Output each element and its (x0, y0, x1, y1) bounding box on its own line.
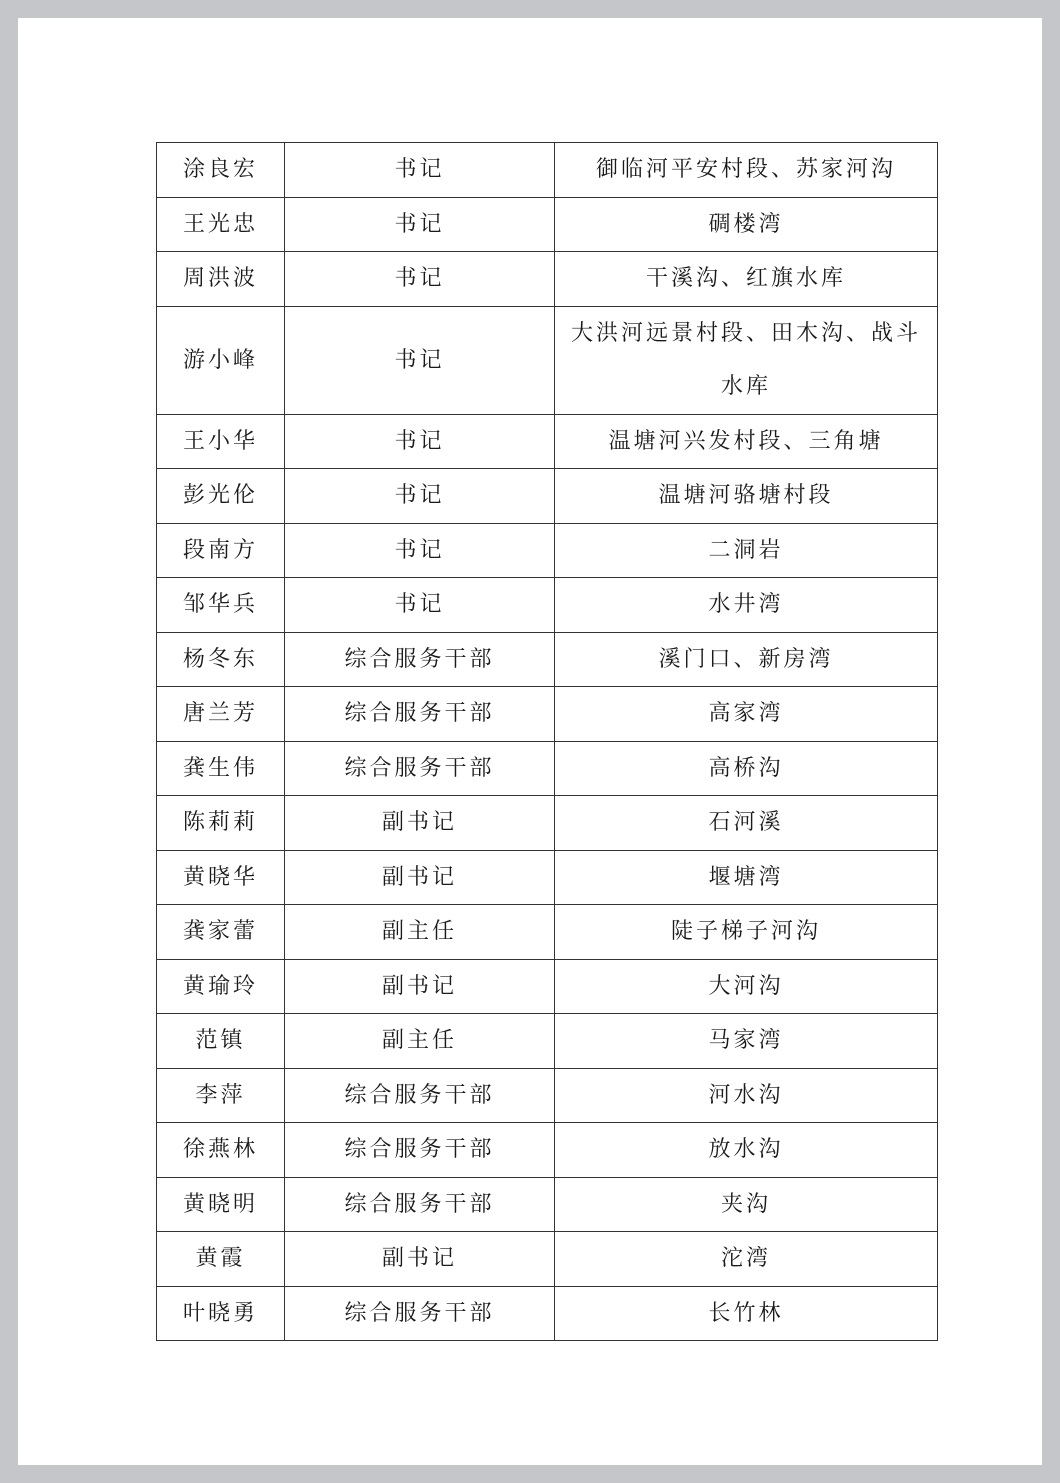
area-cell: 温塘河骆塘村段 (555, 469, 938, 524)
table-row (157, 1232, 938, 1287)
roster-table (156, 142, 938, 1341)
name-cell: 唐兰芳 (157, 687, 285, 742)
table-row (157, 1286, 938, 1341)
area-cell: 水井湾 (555, 578, 938, 633)
table-row (157, 143, 938, 198)
area-cell: 石河溪 (555, 796, 938, 851)
table-row (157, 959, 938, 1014)
area-cell: 大河沟 (555, 959, 938, 1014)
area-cell: 碉楼湾 (555, 197, 938, 252)
role-cell: 副书记 (285, 796, 555, 851)
area-cell: 干溪沟、红旗水库 (555, 252, 938, 307)
table-row (157, 578, 938, 633)
area-cell: 二洞岩 (555, 523, 938, 578)
area-cell: 河水沟 (555, 1068, 938, 1123)
area-cell: 陡子梯子河沟 (555, 905, 938, 960)
role-cell: 综合服务干部 (285, 632, 555, 687)
role-cell: 综合服务干部 (285, 1068, 555, 1123)
name-cell: 范镇 (157, 1014, 285, 1069)
table-row (157, 197, 938, 252)
table-row (157, 523, 938, 578)
role-cell: 书记 (285, 197, 555, 252)
table-row (157, 796, 938, 851)
role-cell: 副书记 (285, 959, 555, 1014)
area-cell: 堰塘湾 (555, 850, 938, 905)
role-cell: 书记 (285, 143, 555, 198)
area-cell: 沱湾 (555, 1232, 938, 1287)
document-page (18, 18, 1042, 1465)
name-cell: 黄霞 (157, 1232, 285, 1287)
table-row (157, 905, 938, 960)
name-cell: 周洪波 (157, 252, 285, 307)
role-cell: 书记 (285, 414, 555, 469)
table-row (157, 687, 938, 742)
role-cell: 书记 (285, 523, 555, 578)
role-cell: 书记 (285, 252, 555, 307)
table-row (157, 1068, 938, 1123)
role-cell: 副书记 (285, 850, 555, 905)
table-row (157, 632, 938, 687)
role-cell: 综合服务干部 (285, 1286, 555, 1341)
role-cell: 综合服务干部 (285, 741, 555, 796)
area-cell: 放水沟 (555, 1123, 938, 1178)
name-cell: 涂良宏 (157, 143, 285, 198)
name-cell: 徐燕林 (157, 1123, 285, 1178)
name-cell: 邹华兵 (157, 578, 285, 633)
name-cell: 黄晓明 (157, 1177, 285, 1232)
table-row (157, 741, 938, 796)
name-cell: 龚生伟 (157, 741, 285, 796)
role-cell: 书记 (285, 306, 555, 414)
name-cell: 黄晓华 (157, 850, 285, 905)
area-cell: 长竹林 (555, 1286, 938, 1341)
role-cell: 副主任 (285, 1014, 555, 1069)
name-cell: 龚家蕾 (157, 905, 285, 960)
name-cell: 段南方 (157, 523, 285, 578)
name-cell: 游小峰 (157, 306, 285, 414)
name-cell: 杨冬东 (157, 632, 285, 687)
name-cell: 叶晓勇 (157, 1286, 285, 1341)
name-cell: 王光忠 (157, 197, 285, 252)
area-cell: 马家湾 (555, 1014, 938, 1069)
name-cell: 陈莉莉 (157, 796, 285, 851)
area-cell: 溪门口、新房湾 (555, 632, 938, 687)
role-cell: 书记 (285, 578, 555, 633)
area-cell: 御临河平安村段、苏家河沟 (555, 143, 938, 198)
area-cell: 高桥沟 (555, 741, 938, 796)
name-cell: 黄瑜玲 (157, 959, 285, 1014)
table-row (157, 1014, 938, 1069)
role-cell: 综合服务干部 (285, 687, 555, 742)
name-cell: 李萍 (157, 1068, 285, 1123)
table-row (157, 469, 938, 524)
table-row (157, 850, 938, 905)
role-cell: 书记 (285, 469, 555, 524)
area-cell: 夹沟 (555, 1177, 938, 1232)
table-row (157, 1177, 938, 1232)
table-row (157, 1123, 938, 1178)
role-cell: 综合服务干部 (285, 1123, 555, 1178)
table-row (157, 306, 938, 414)
name-cell: 彭光伦 (157, 469, 285, 524)
table-row (157, 414, 938, 469)
role-cell: 综合服务干部 (285, 1177, 555, 1232)
name-cell: 王小华 (157, 414, 285, 469)
area-cell: 高家湾 (555, 687, 938, 742)
area-cell: 温塘河兴发村段、三角塘 (555, 414, 938, 469)
area-cell: 大洪河远景村段、田木沟、战斗水库 (555, 306, 938, 414)
role-cell: 副书记 (285, 1232, 555, 1287)
role-cell: 副主任 (285, 905, 555, 960)
table-row (157, 252, 938, 307)
